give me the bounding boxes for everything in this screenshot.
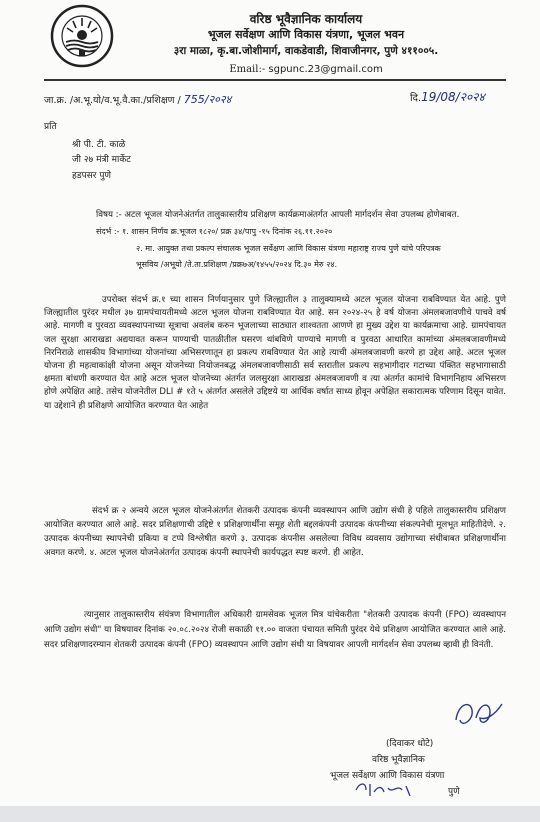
date-value: 19/08/२०२४ <box>421 90 485 104</box>
signatory-designation: वरिष्ठ भूवैज्ञानिक <box>372 755 425 765</box>
subject-line: विषय :- अटल भूजल योजनेअंतर्गत तालुकास्तरीय प्रशिक्षण कार्यक्रमाअंतर्गत आपली मार्गदर्शन सेवा उपलब्ध होणेबाबत. <box>96 210 460 220</box>
recipient-address-line1: जी २७ मंत्री मार्केट <box>72 155 131 165</box>
to-label: प्रति <box>44 122 57 132</box>
reference-number <box>44 92 231 107</box>
department-logo-icon <box>50 4 114 68</box>
office-title: वरिष्ठ भूवैज्ञानिक कार्यालय <box>249 12 363 26</box>
reference-2: २. मा. आयुक्त तथा प्रकल्प संचालक भूजल सर्वेक्षण आणि विकास यंत्रणा महाराष्ट्र राज्य पुणे यांचे परिपत्रक <box>136 244 441 253</box>
office-address: ३रा माळा, कृ.बा.जोशीमार्ग, वाकडेवाडी, शिवाजीनगर, पुणे ४११००५. <box>173 45 439 57</box>
header-divider <box>44 79 506 81</box>
reference-2-number: भूसविय /अभूयो /ते.ता.प्रशिक्षण /प्रक्र७अ/१४५५/२०२४ दि.३० मेरु २४. <box>136 260 338 269</box>
email-line <box>126 64 486 75</box>
signature-icon <box>446 690 516 738</box>
bottom-strip <box>0 806 540 822</box>
reference-handwritten-number: 755/२०२४ <box>183 93 232 106</box>
signatory-name: (दिवाकर धोटे) <box>386 739 434 749</box>
email-address[interactable]: sgpunc.23@gmail.com <box>268 64 383 75</box>
initials-signature-icon <box>352 778 432 800</box>
paragraph-3: त्यानुसार तालुकास्तरीय संयंत्रण विभागातील अधिकारी ग्रामसेवक भूजल मित्र यांचेकरीता "शेतकरी उत्पादक कंपनी (FPO) व्यवस्थापन आणि उद्योग संधी" या विषयावर दिनांक २०.०८.२०२४ रोजी सकाळी ११.०० वाजता पंचायत समिती पुरंदर येथे प्रशिक्षण आयोजित करण्यात आले आहे. सदर प्रशिक्षणादरम्यान शेतकरी उत्पादक कंपनी (FPO) व्यवस्थापन आणि उद्योग संधी या विषयावर आपली मार्गदर्शन सेवा उपलब्ध व्हावी ही विनंती. <box>44 610 506 650</box>
department-name: भूजल सर्वेक्षण आणि विकास यंत्रणा, भूजल भवन <box>207 28 405 41</box>
letter-date <box>410 88 485 105</box>
recipient-name: श्री पी. टी. काळे <box>72 140 126 150</box>
signatory-department: भूजल सर्वेक्षण आणि विकास यंत्रणा <box>330 771 445 781</box>
reference-prefix: जा.क्र. /अ.भू.यो/व.भू.वै.का./प्रशिक्षण / <box>44 95 181 106</box>
reference-1: संदर्भ :- १. शासन निर्णय क्र.भूजल १८२०/ प्रक्र ३४/पापु -१५ दिनांक २६.११.२०२० <box>96 227 333 236</box>
recipient-address-line2: हडपसर पुणे <box>72 171 111 181</box>
paragraph-2: संदर्भ क्र २ अन्वये अटल भूजल योजनेअंतर्गत शेतकरी उत्पादक कंपनी व्यवस्थापन आणि उद्योग संधी हे पहिले तालुकास्तरीय प्रशिक्षण आयोजित करण्यात आले आहे. सदर प्रशिक्षणाची उद्दिष्टे १ प्रशिक्षणार्थींना समूह शेती बद्दलकंपनी उत्पादक कंपनीच्या संकल्पनेची मूलभूत माहितीदेणे. २. उत्पादक कंपनीच्या स्थापनेची प्रकिया व टप्पे विश्लेषीत करणे ३. उत्पादक कंपनीस असलेल्या विविध व्यवसाय उद्योगाच्या संधीबाबत प्रशिक्षणार्थीना अवगत करणे. ४. अटल भूजल योजनेअंतर्गत उत्पादक कंपनी स्थापनेची कार्यपद्धत स्पष्ट करणे. ही आहेत. <box>44 506 506 558</box>
date-label: दि. <box>410 93 422 104</box>
paragraph-1: उपरोक्त संदर्भ क्र.१ च्या शासन निर्णयानुसार पुणे जिल्ह्यातील ३ तालुक्यामध्ये अटल भूजल योजना राबविण्यात येत आहे. पुणे जिल्ह्यातील पुरंदर मधील ३७ ग्रामपंचायतीमध्ये अटल भूजल योजना राबविण्यात येत आहे. सन २०२४-२५ हे वर्ष योजना अंमलबजावणीचे पाचवे वर्ष आहे. मागणी व पुरवठा व्यवस्थापनाच्या सूत्राचा अवलंब करुन भूजलाच्या साठ्यात शाश्वतता आणणे हा मुख्य उद्देश या कार्यक्रमाचा आहे. ग्रामपंचायत जल सुरक्षा आराखडा अद्ययावत करून पाण्याची पातळीतील घसरण थांबविणे पाण्याचे मागणी व पुरवठा आधारित कामांच्या अंमलबजावणीमध्ये निरनिराळे शासकीय विभागांच्या योजनांच्या अभिसरणातून हा प्रकल्प राबविण्यात येत आहे त्याची अंमलबजावणी करणे हा उद्देश आहे. अटल भूजल योजना ही महत्वाकांक्षी योजना असून योजनेच्या नियोजनबद्ध अंमलबजावणीसाठी सर्व स्तरातील प्रकल्प सहभागीदार गटाच्या पंक्तित सहभागासाठी क्षमता बांधणी करण्यात येत आहे अटल भूजल योजनेच्या अंतर्गत जलसुरक्षा आराखडा अंमलबजावणी व त्या अंतर्गत कामांचे विभागनिहाय अभिसरण होणे अपेक्षित आहे. तसेच योजनेतील DLI # १ते ५ अंतर्गत असलेले उद्दिष्टये या आर्थिक वर्षात साध्य होवून अपेक्षित सकारात्मक परिणाम दिसून यावेत. या उद्देशाने ही प्रशिक्षणे आयोजित करण्यात येत आहेत <box>44 295 506 411</box>
signatory-city: पुणे <box>448 787 460 797</box>
email-label: Email:- <box>229 64 266 75</box>
